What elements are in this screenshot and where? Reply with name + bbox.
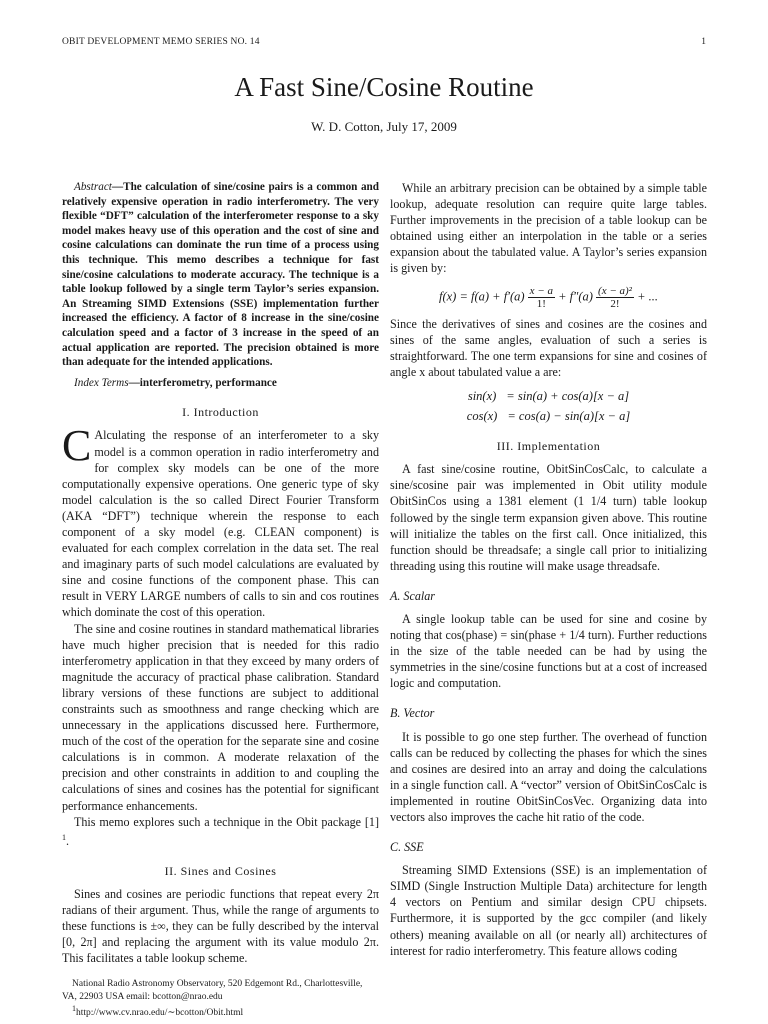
taylor-tail: + ... — [637, 288, 659, 303]
drop-cap: C — [62, 421, 92, 471]
right-paragraph-1: While an arbitrary precision can be obtained by a simple table lookup, adequate resolution can require quite large tables. Further improvements in the precision of a table lookup can be obtained using either an interpolation in the table or a series expansion about the tabulated value. A Taylor’s series expansion is given by: — [390, 181, 707, 276]
taylor-fraction-1: $\frac{x - a}{1!}$ — [529, 284, 553, 310]
sin-equation-rhs: = sin(a) + cos(a)[x − a] — [506, 388, 630, 403]
taylor-fraction-2: $\frac{\text{(x − a)²}}{2!}$ — [598, 284, 632, 310]
subsection-heading-vector: B. Vector — [390, 706, 435, 721]
subsection-heading-sse: C. SSE — [390, 840, 424, 855]
abstract-lead: Abstract — [74, 181, 112, 193]
taylor-lhs: f(x) = f(a) + f′(a) — [438, 288, 525, 303]
sse-paragraph: Streaming SIMD Extensions (SSE) is an implementation of SIMD (Single Instruction Multiple Data) architecture for length 4 vectors on Pentium and similar design CPU chipsets. Furthermore, it is supported by the gcc compiler (and likely others) meaning available on all (or nearly all) architectures of interest for radio interferometry. This feature allows coding — [390, 863, 707, 958]
scalar-paragraph: A single lookup table can be used for sine and cosine by noting that cos(phase) = sin(phase + 1/4 turn). Further reductions in the size of the table needed can be had by using the symmetries in the sine/cosine functions but at a cost of increased logic and computation. — [390, 611, 707, 691]
url-footnote-mark: 1 — [72, 1004, 76, 1014]
footnotes — [62, 978, 379, 1020]
subsection-heading-scalar: A. Scalar — [390, 588, 436, 603]
index-terms-lead: Index Terms — [74, 376, 129, 389]
intro-paragraph-2: The sine and cosine routines in standard mathematical libraries have much higher precision that is needed for this radio interferometry application in that they exceed by many orders of magnitude the accuracy of practical phase calibration. Standard library versions of these functions are subject to additional constraints such as smoothness and range checking which are unnecessary in the applications discussed here. Furthermore, much of the cost of the operation for the separate sine and cosine calculations is in common. A moderate relaxation of the precision and other constraints in addition to and coupling the calculations of sines and cosines has the potential for significant performance enhancements. — [62, 621, 379, 813]
footnote-mark: 1 — [62, 832, 66, 842]
running-header: OBIT DEVELOPMENT MEMO SERIES NO. 14 — [62, 37, 260, 47]
intro-paragraph-1 — [62, 421, 379, 620]
cos-equation — [390, 408, 707, 424]
right-paragraph-2: Since the derivatives of sines and cosines are the cosines and sines of the same angles, evaluation of such a series is straightforward. The one term expansions for sine and cosines of angle x about tabulated value a are: — [390, 316, 707, 379]
vector-paragraph: It is possible to go one step further. The overhead of function calls can be reduced by collecting the phases for which the sines and cosines are desired into an array and doing the calculations in a single function call. A “vector” version of ObitSinCosCalc is implemented in routine ObitSinCosVec. Organizing data into vectors also improves the cache hit ratio of the code. — [390, 729, 707, 824]
cos-equation-rhs: = cos(a) − sin(a)[x − a] — [507, 409, 631, 424]
implementation-paragraph: A fast sine/cosine routine, ObitSinCosCalc, to calculate a sine/scosine pair was implemented in Obit utility module ObitSinCos using a 1381 element (1 1/4 turn) table lookup followed by the single term expansion given above. This routine will initialize the tables on the first call. Once initialized, this function should be threadsafe; a single call prior to initializing threading using this routine will make usage threadsafe. — [390, 462, 707, 573]
taylor-equation — [390, 285, 707, 310]
abstract-text: —The calculation of sine/cosine pairs is a common and relatively expensive operation in radio interferometry. The very flexible “DFT” calculation of the interferometer response to a sky model makes heavy use of this operation and the cost of sine and cosine calculations can dominate the run time of a process using this technique. This memo describes a technique for fast sine/cosine calculations to moderate accuracy. The technique is a table lookup followed by a single term Taylor’s series expansion. An Streaming SIMD Extensions (SSE) implementation further increased the efficiency. A factor of 8 increase in the sine/cosine calculation speed and a factor of 3 increase in the speed of an actual application are reported. The precision obtained is more than adequate for the intended applications. — [62, 181, 379, 369]
url-footnote-text[interactable]: http://www.cv.nrao.edu/∼bcotton/Obit.html — [76, 1008, 244, 1019]
paper-title: A Fast Sine/Cosine Routine — [234, 72, 534, 102]
index-terms — [62, 376, 379, 391]
taylor-mid: + f″(a) — [558, 288, 593, 303]
url-footnote — [62, 1003, 379, 1020]
section-heading-sines-cosines: II. Sines and Cosines — [164, 863, 277, 878]
affiliation-footnote: National Radio Astronomy Observatory, 520 Edgemont Rd., Charlottesville, VA, 22903 USA email: bcotton@nrao.edu — [62, 979, 363, 1002]
expansion-equations — [390, 388, 707, 424]
intro-paragraph-1-text: Alculating the response of an interferometer to a sky model is a common operation in radio interferometry and for complex sky models can be one of the more computationally expensive operations. One generic type of sky model calculation is the so called Direct Fourier Transform (AKA “DFT”) technique wherein the response to each component of a sky model (e.g. CLEAN component) is evaluated for each complex correlation in the data set. The real and imaginary parts of such model calculations are evaluated by sine and cosine functions of the component phase. This can result in VERY LARGE numbers of calls to sin and cos routines which dominate the cost of this operation. — [62, 428, 379, 620]
section-heading-implementation: III. Implementation — [496, 439, 601, 454]
cos-equation-lhs: cos(x) — [466, 409, 498, 424]
intro-paragraph-3: This memo explores such a technique in the Obit package [1] $^1$. — [62, 814, 379, 848]
sin-equation-lhs: sin(x) — [467, 388, 497, 403]
intro-paragraph-3-text: This memo explores such a technique in the Obit package [1] — [74, 814, 379, 829]
right-column — [390, 180, 707, 959]
page-number: 1 — [701, 37, 706, 47]
section-heading-introduction: I. Introduction — [182, 405, 259, 420]
index-terms-text: —interferometry, performance — [128, 376, 277, 389]
sines-paragraph-1: Sines and cosines are periodic functions that repeat every 2π radians of their argument. Thus, while the range of arguments to these functions is ±∞, they can be fully described by the interval [0, 2π] and replacing the argument with its value modulo 2π. This facilitates a table lookup scheme. — [62, 886, 379, 966]
author-line: W. D. Cotton, July 17, 2009 — [311, 119, 457, 134]
abstract — [62, 180, 379, 370]
left-column — [62, 180, 379, 1020]
sin-equation — [390, 388, 707, 404]
